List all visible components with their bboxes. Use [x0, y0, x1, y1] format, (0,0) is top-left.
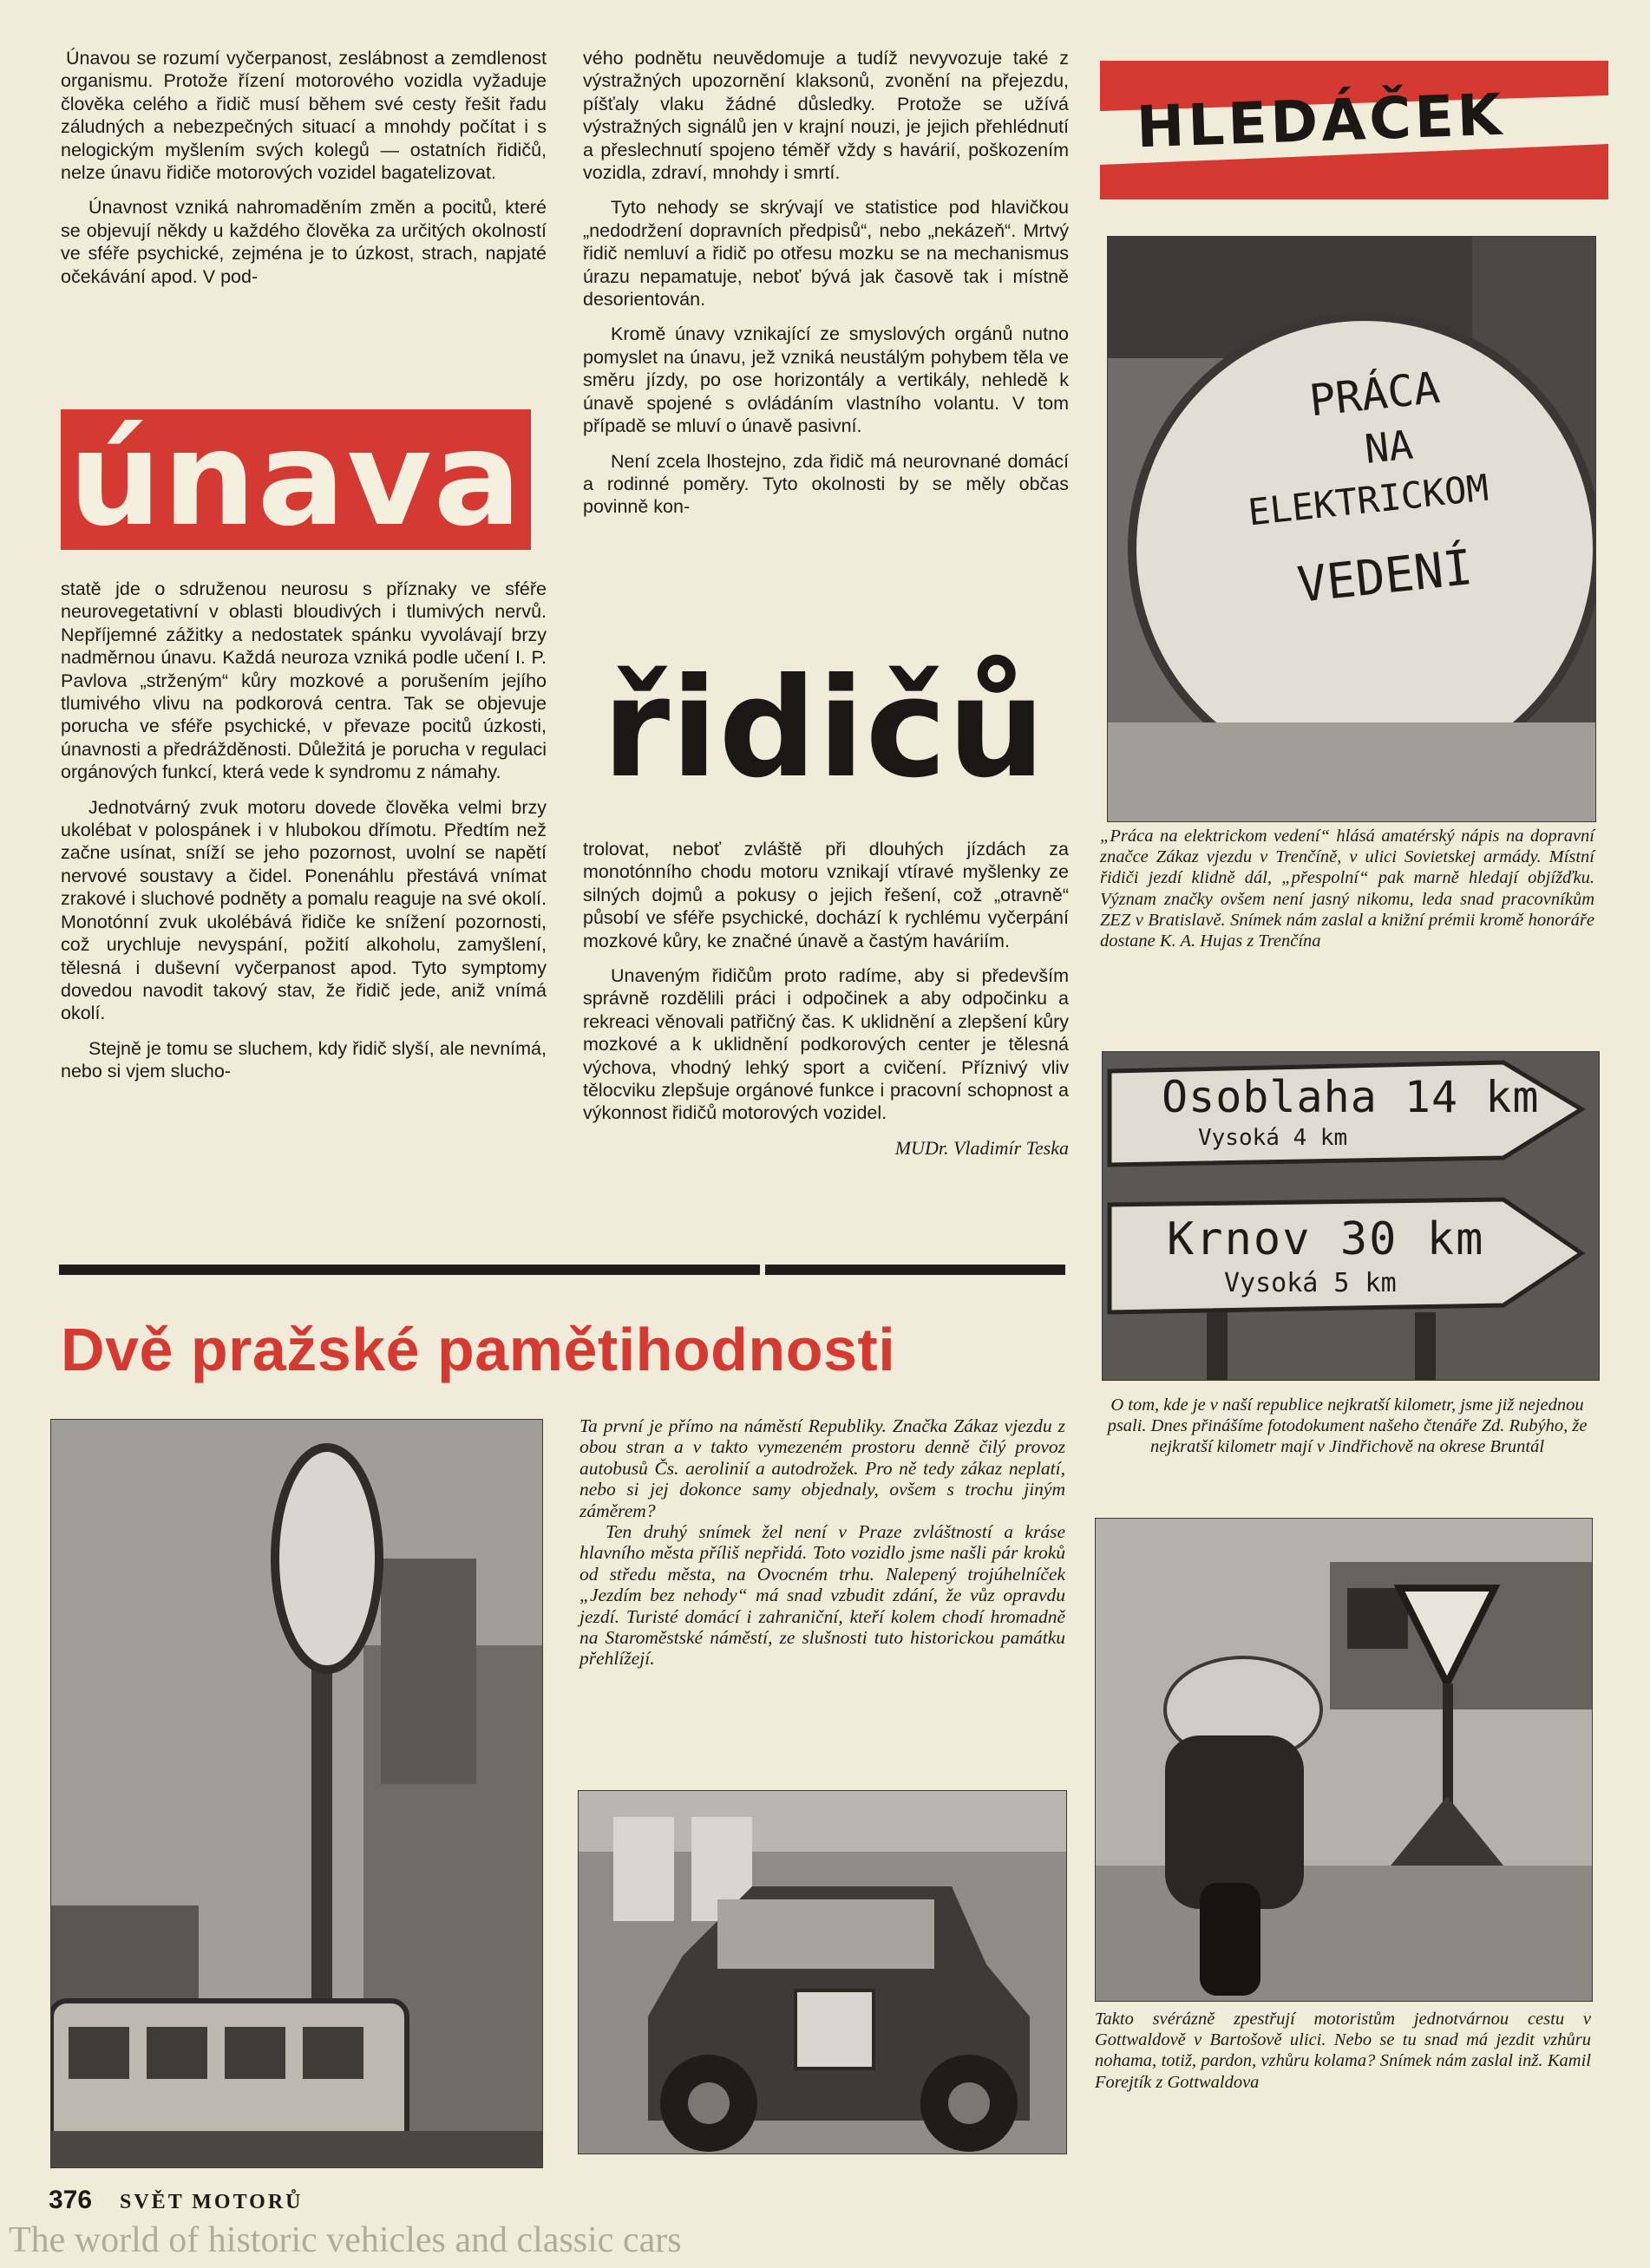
- sign-line: VEDENÍ: [1294, 539, 1476, 614]
- caption-direction-signs: O tom, kde je v naší republice nejkratší kilometr, jsme již nejednou psali. Dnes přinášíme fotodokument našeho čtenáře Zd. Rubýho, že nejkratší kilometr mají v Jindřichově na okrese Bruntál: [1107, 1395, 1588, 1457]
- prague-paragraph: Ten druhý snímek žel není v Praze zvláštností a kráse hlavního města příliš nepřidá. Toto vozidlo jsme našli pár kroků od středu města, na Ovocném trhu. Nalepený trojúhelníček „Jezdím bez nehody“ má snad vzbudit zdání, že vůz opravdu jezdí. Turisté domácí i zahraniční, kteří kolem chodí hromadně na Staroměstské náměstí, ze slušnosti tuto historickou památku přehlížejí.: [579, 1521, 1065, 1670]
- unava-paragraph: Stejně je tomu se sluchem, kdy řidič slyší, ale nevnímá, nebo si vjem slucho-: [61, 1037, 547, 1082]
- photo-bus-no-entry-sign: [50, 1419, 543, 2168]
- page-number: 376: [49, 2186, 93, 2214]
- sign-osoblaha: Osoblaha 14 km: [1162, 1072, 1540, 1122]
- unava-col2-top: [583, 47, 1069, 531]
- photo-direction-signs: [1102, 1051, 1600, 1381]
- unava-paragraph: Není zcela lhostejno, zda řidič má neurovnané domácí a rodinné poměry. Tyto okolnosti by se měly občas povinně kon-: [583, 450, 1069, 518]
- ridicu-heading: řidičů: [602, 649, 1046, 808]
- unava-paragraph: Kromě únavy vznikající ze smyslových orgánů nutno pomyslet na únavu, jež vzniká neustálým pohybem těla ve směru jízdy, po ose horizontály a vertikály, nehledě k únavě spojené s ovládáním vlastního volantu. V tom případě se mluví o únavě pasivní.: [583, 324, 1069, 437]
- prague-headline: Dvě pražské pamětihodnosti: [61, 1316, 896, 1383]
- sign-krnov: Krnov 30 km: [1167, 1213, 1485, 1265]
- prague-text: [579, 1415, 1065, 1670]
- unava-col2-bottom: [583, 838, 1069, 1172]
- unava-paragraph: Jednotvárný zvuk motoru dovede člověka velmi brzy ukolébat v polospánek i v hlubokou dřímotu. Předtím než začne usínat, sníží se jeho pozornost, uvolní se napětí nervové soustavy a čidel. Ponenáhlu přestává vnímat zrakové i sluchové podněty a pomalu reaguje na své okolí. Monotónní zvuk ukolébává řidiče ke snížení pozornosti, což urychluje nevyspání, požití alkoholu, zamyšlení, tělesná i duševní vyčerpanost apod. Tyto symptomy dovedou navodit takový stav, že řidič jede, aniž vnímá okolí.: [61, 796, 547, 1024]
- sign-line: PRÁCA: [1306, 362, 1443, 427]
- photo-motorcycle-illustration: [1096, 1519, 1592, 2001]
- photo-motorcycle-sign: [1095, 1518, 1593, 2002]
- caption-motorcycle-sign: Takto svérázně zpestřují motoristům jednotvárnou cestu v Gottwaldově v Bartošově ulici. Nebo se tu snad má jezdit vzhůru nohama, totiž, pardon, vzhůru kolama? Snímek nám zaslal inž. Kamil Forejtík z Gottwaldova: [1095, 2010, 1591, 2092]
- unava-paragraph: vého podnětu neuvědomuje a tudíž nevyvozuje také z výstražných upozornění klaksonů, zvonění na přejezdu, píšťaly vlaku žádné důsledky. Protože se užívá výstražných signálů jen v krajní nouzi, je jejich přehlédnutí a přeslechnutí spojeno téměř vždy s havárií, poškozením vozidla, zdraví, mnohdy i smrtí.: [583, 48, 1069, 184]
- sign-vysoka-5: Vysoká 5 km: [1224, 1268, 1397, 1298]
- unava-paragraph: statě jde o sdruženou neurosu s příznaky ve sféře neurovegetativní v oblasti bloudivých i tlumivých nervů. Nepříjemné zážitky a nedostatek spánku vyvolávají brzy nadměrnou únavu. Každá neuroza vzniká podle učení I. P. Pavlova „strženým“ kůry mozkové a porušením jejího tlumivého vlivu na podkorová centra. Tak se objevuje porucha ve sféře psychické, v převaze pocitů úzkosti, únavnosti a předrážděnosti. Důležitá je porucha v regulaci orgánových funkcí, která vede k syndromu z námahy.: [61, 578, 547, 783]
- photo-old-car-illustration: [579, 1791, 1066, 2154]
- unava-paragraph: Únavnost vzniká nahromaděním změn a pocitů, které se objevují někdy u každého člověka za určitých okolností ve sféře psychické, zejména je to úzkost, strach, napjaté očekávání apod. V pod-: [61, 197, 547, 287]
- sign-line: NA: [1362, 421, 1416, 473]
- magazine-name: SVĚT MOTORŮ: [120, 2191, 304, 2213]
- watermark-tagline: The world of historic vehicles and classic cars: [9, 2220, 682, 2260]
- sign-vysoka-4: Vysoká 4 km: [1198, 1125, 1348, 1151]
- unava-paragraph: Únavou se rozumí vyčerpanost, zeslábnost a zemdlenost organismu. Protože řízení motorového vozidla vyžaduje člověka celého a řidič musí během své cesty řešit řadu záludných a nebezpečných situací a mnohdy počítat i s nelogickým myšlením svých kolegů — ostatních řidičů, nelze únavu řidiče motorových vozidel bagatelizovat.: [61, 48, 547, 184]
- ridicu-heading-block: [592, 649, 1057, 808]
- photo-prace-sign: [1107, 236, 1596, 822]
- caption-prace-sign: „Práca na elektrickom vedení“ hlásá amatérský nápis na dopravní značce Zákaz vjezdu v Trenčíně, v ulici Sovietskej armády. Místní řidiči jezdí klidně dál, „přespolní“ pak marně hledají objížďku. Význam značky ovšem není jasný nikomu, leda snad pracovníkům ZEZ v Bratislavě. Snímek nám zaslal a knižní prémii kromě honoráře dostane K. A. Hujas z Trenčína: [1100, 827, 1594, 951]
- sign-line: ELEKTRICKOM: [1246, 466, 1491, 534]
- unava-paragraph: Tyto nehody se skrývají ve statistice pod hlavičkou „nedodržení dopravních předpisů“, nebo „nekázeň“. Mrtvý řidič nemluví a řidič po otřesu mozku se na mechanismus úrazu nepamatuje, neboť bývá jak časově tak i místně desorientován.: [583, 197, 1069, 310]
- author-byline: MUDr. Vladimír Teska: [894, 1136, 1069, 1159]
- unava-col1-bottom: [61, 578, 547, 1095]
- unava-col1-top: [61, 47, 547, 300]
- photo-bus-illustration: [51, 1420, 542, 2167]
- unava-paragraph: Unaveným řidičům proto radíme, aby si především správně rozdělili práci i odpočinek a aby odpočinku a rekreaci věnovali patřičný čas. K uklidnění a zlepšení kůry mozkové a k uklidnění podkorových center je tělesná výchova, vhodný lehký sport a cvičení. Příznivý vliv tělocviku zlepšuje orgánové funkce i pracovní schopnost a výkonnost řidičů motorových vozidel.: [583, 965, 1069, 1124]
- prace-sign-text: [1156, 347, 1580, 650]
- unava-paragraph: trolovat, neboť zvláště při dlouhých jízdách za monotónního chodu motoru vznikají vtíravé myšlenky ze silných dojmů a pokusy o jejich řešení, což „otravně“ působí ve sféře psychické, dochází k rychlému vyčerpání mozkové kůry, ke značné únavě a častým haváriím.: [583, 839, 1069, 951]
- article-divider-gap: [760, 1265, 765, 1275]
- photo-old-car: [578, 1790, 1067, 2154]
- article-divider: [59, 1265, 1065, 1275]
- unava-heading-block: [61, 404, 531, 555]
- hledacek-banner: [1100, 61, 1608, 199]
- unava-heading: únava: [69, 404, 523, 555]
- prague-paragraph: Ta první je přímo na náměstí Republiky. Značka Zákaz vjezdu z obou stran a v takto vymezeném prostoru denně čilý provoz autobusů Čs. aerolinií a autodrožek. Pro ně tedy zákaz neplatí, nebo si jej dokonce samy objednaly, ovšem s trochu jiným záměrem?: [579, 1415, 1065, 1521]
- hledacek-title: HLEDÁČEK: [1135, 81, 1507, 161]
